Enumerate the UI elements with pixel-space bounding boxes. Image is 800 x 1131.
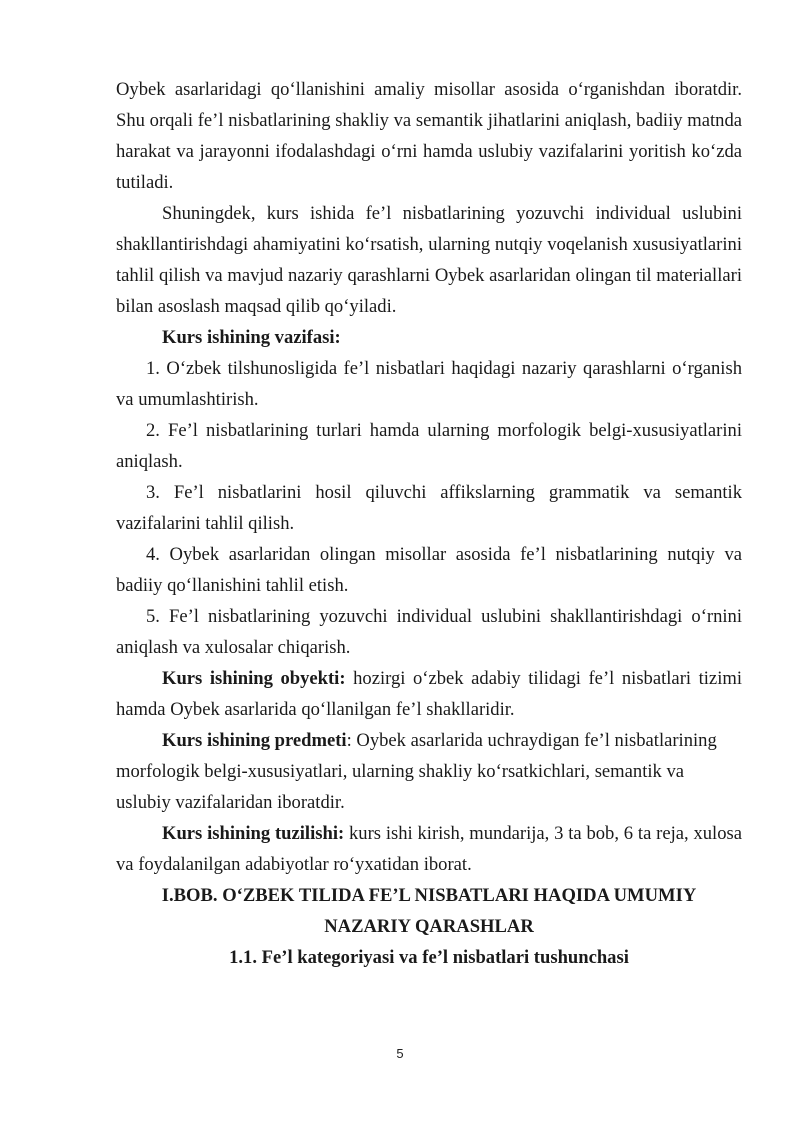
paragraph-goal-continuation: Oybek asarlaridagi qo‘llanishini amaliy misollar asosida o‘rganishdan iboratdir. Shu orqali fe’l nisbatlarining shakliy va semantik jihatlarini aniqlash, badiiy matnda harakat va jarayonni ifodalashdagi o‘rni hamda uslubiy vazifalarini yoritish ko‘zda tutiladi.: [116, 79, 742, 193]
task-item-4: 4. Oybek asarlaridan olingan misollar asosida fe’l nisbatlarining nutqiy va badiiy qo‘llanishini tahlil etish.: [116, 544, 742, 596]
subject-text: : Oybek asarlarida uchraydigan fe’l nisbatlarining morfologik belgi-xususiyatlari, ularning shakliy ko‘rsatkichlari, semantik va uslubiy vazifalaridan iboratdir.: [116, 730, 717, 813]
paragraph-object: [116, 663, 742, 725]
task-item-1: 1. O‘zbek tilshunosligida fe’l nisbatlari haqidagi nazariy qarashlarni o‘rganish va umumlashtirish.: [116, 358, 742, 410]
page-number: 5: [396, 1046, 404, 1061]
task-item-5: 5. Fe’l nisbatlarining yozuvchi individual uslubini shakllantirishdagi o‘rnini aniqlash va xulosalar chiqarish.: [116, 606, 742, 658]
structure-label: Kurs ishining tuzilishi:: [162, 823, 345, 844]
object-text: hozirgi o‘zbek adabiy tilidagi fe’l nisbatlari tizimi hamda Oybek asarlarida qo‘llanilgan fe’l shakllaridir.: [116, 668, 742, 720]
subject-label: Kurs ishining predmeti: [162, 730, 347, 751]
paragraph-additional-goals: Shuningdek, kurs ishida fe’l nisbatlarining yozuvchi individual uslubini shakllantirishdagi ahamiyatini ko‘rsatish, ularning nutqiy voqelanish xususiyatlarini tahlil qilish va mavjud nazariy qarashlarni Oybek asarlaridan olingan til materiallari bilan asoslash maqsad qilib qo‘yiladi.: [116, 203, 742, 317]
structure-text: kurs ishi kirish, mundarija, 3 ta bob, 6 ta reja, xulosa va foydalanilgan adabiyotlar ro‘yxatidan iborat.: [116, 823, 742, 875]
object-label: Kurs ishining obyekti:: [162, 668, 346, 689]
chapter-title-line-2: NAZARIY QARASHLAR: [324, 916, 534, 937]
paragraph-structure: [116, 818, 742, 880]
task-item-3: 3. Fe’l nisbatlarini hosil qiluvchi affikslarning grammatik va semantik vazifalarini tahlil qilish.: [116, 482, 742, 534]
body-text: [116, 74, 742, 973]
paragraph-subject: [116, 725, 742, 818]
chapter-title-line-1: I.BOB. O‘ZBEK TILIDA FE’L NISBATLARI HAQIDA UMUMIY: [161, 885, 697, 906]
tasks-heading: Kurs ishining vazifasi:: [162, 327, 341, 348]
task-item-2: 2. Fe’l nisbatlarining turlari hamda ularning morfologik belgi-xususiyatlarini aniqlash.: [116, 420, 742, 472]
section-title: 1.1. Fe’l kategoriyasi va fe’l nisbatlari tushunchasi: [229, 947, 629, 968]
